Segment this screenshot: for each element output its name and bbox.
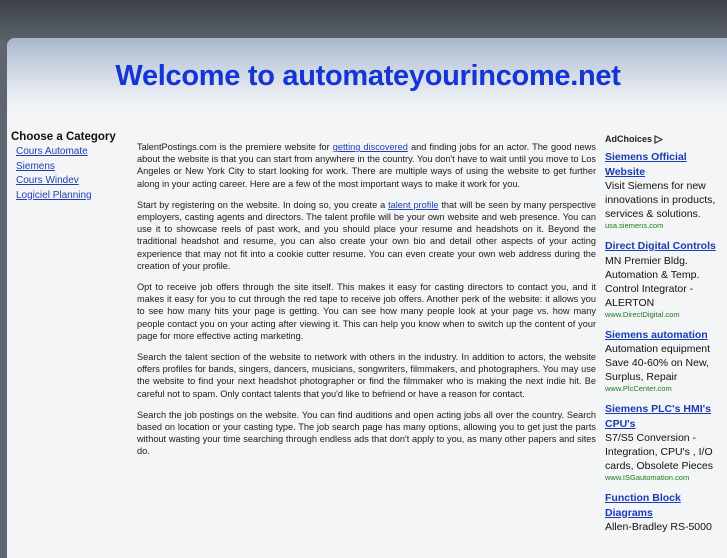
ad-unit — [605, 402, 717, 483]
paragraph-text: Search the job postings on the website. You can find auditions and open acting jobs all over the country. Search based on location or your casting type. The job search page has many options, allowing you to get just the parts without wasting your time searching through endless ads that don't apply to you, as many other papers and sites do. — [137, 409, 596, 457]
inline-link[interactable]: getting discovered — [332, 142, 408, 152]
ad-title-link[interactable]: Siemens PLC's HMI's CPU's — [605, 403, 711, 430]
category-link-siemens[interactable]: Siemens — [16, 160, 55, 172]
ads-list — [605, 150, 717, 534]
ad-title-link[interactable]: Direct Digital Controls — [605, 240, 716, 252]
page-frame — [7, 38, 727, 558]
category-link-cours-automate[interactable]: Cours Automate — [16, 146, 88, 157]
paragraph-text: and finding jobs for an actor. The good news about the website is that you can start from anywhere in the country. You don't have to wait until you move to Los Angeles or New York City to start looking for work. There are multiple ways of using the website to get further along in your acting career. Here are a few of the most important ways to make it work for you. — [137, 142, 596, 189]
paragraph-text: TalentPostings.com is the premiere website for — [137, 142, 333, 152]
ad-unit — [605, 491, 717, 534]
ad-url[interactable]: www.DirectDigital.com — [605, 309, 680, 319]
article-paragraph — [137, 351, 596, 400]
adchoices-icon — [654, 135, 663, 144]
ad-description: MN Premier Bldg. Automation & Temp. Control Integrator - ALERTON — [605, 254, 700, 309]
article-paragraph — [137, 409, 596, 458]
ad-unit — [605, 328, 717, 395]
ads-column — [605, 134, 717, 542]
category-link-logiciel-planning[interactable]: Logiciel Planning — [16, 189, 92, 201]
paragraph-text: Search the talent section of the website to network with others in the industry. In addition to actors, the website offers profiles for bands, singers, dancers, musicians, songwriters, filmmakers, and photographers. You may use the website to find your next headshot photographer or find the filmmaker who is making the next indie hit. Be careful not to spam. Only contact talents that you'd like to befriend or have a reason for contact. — [137, 352, 596, 399]
category-sidebar — [11, 131, 131, 204]
ad-description: Automation equipment Save 40-60% on New, Surplus, Repair — [605, 343, 711, 383]
inline-link[interactable]: talent profile — [388, 199, 439, 210]
ad-url[interactable]: www.PlcCenter.com — [605, 384, 672, 393]
article-paragraph — [137, 281, 596, 342]
ad-url[interactable]: www.ISGautomation.com — [605, 473, 690, 482]
ad-description: Visit Siemens for new innovations in products, services & solutions. — [605, 180, 716, 220]
paragraph-text: Start by registering on the website. In doing so, you create a — [137, 199, 389, 210]
category-link-cours-windev[interactable]: Cours Windev — [16, 175, 79, 186]
ad-unit — [605, 150, 717, 231]
paragraph-text: Opt to receive job offers through the site itself. This makes it easy for casting directors to contact you, and it makes it easy for you to cut through the red tape to receive job offers. Another perk of the website: it allows you to see how many hits your page is getting. You can see how many people look at your page vs. how many people contact you on your acting after viewing it. This can help you know when to switch up the content of your page for more effective acting marketing. — [137, 282, 596, 341]
page-title: Welcome to automateyourincome.net — [115, 60, 621, 92]
ad-unit — [605, 239, 717, 320]
adchoices-text: AdChoices — [605, 134, 653, 144]
ad-description: Allen-Bradley RS-5000 — [605, 521, 712, 533]
article-paragraph — [137, 199, 596, 272]
header-banner — [7, 38, 727, 122]
top-band — [0, 0, 727, 40]
ad-title-link[interactable]: Siemens Official Website — [605, 151, 687, 178]
ad-description: S7/S5 Conversion - Integration, CPU's , I/O cards, Obsolete Pieces — [605, 432, 713, 472]
category-heading: Choose a Category — [11, 131, 116, 143]
ad-title-link[interactable]: Siemens automation — [605, 328, 708, 341]
paragraph-text: that will be seen by many perspective employers, casting agents and directors. The talent profile will be your own website and web presence. You can use it to showcase reels of past work, and you should place your resume and headshots on it. Beyond the traditional headshot and resume, you can also create your own bio and detail other aspects of your acting experience that may not fit into a cookie cutter resume. You can even create your own web address during the creation of your profile. — [137, 199, 597, 271]
adchoices-label[interactable] — [605, 134, 717, 144]
article-content — [137, 141, 596, 467]
article-paragraph — [137, 141, 596, 190]
ad-url[interactable]: usa.siemens.com — [605, 221, 664, 230]
ad-title-link[interactable]: Function Block Diagrams — [605, 492, 681, 519]
